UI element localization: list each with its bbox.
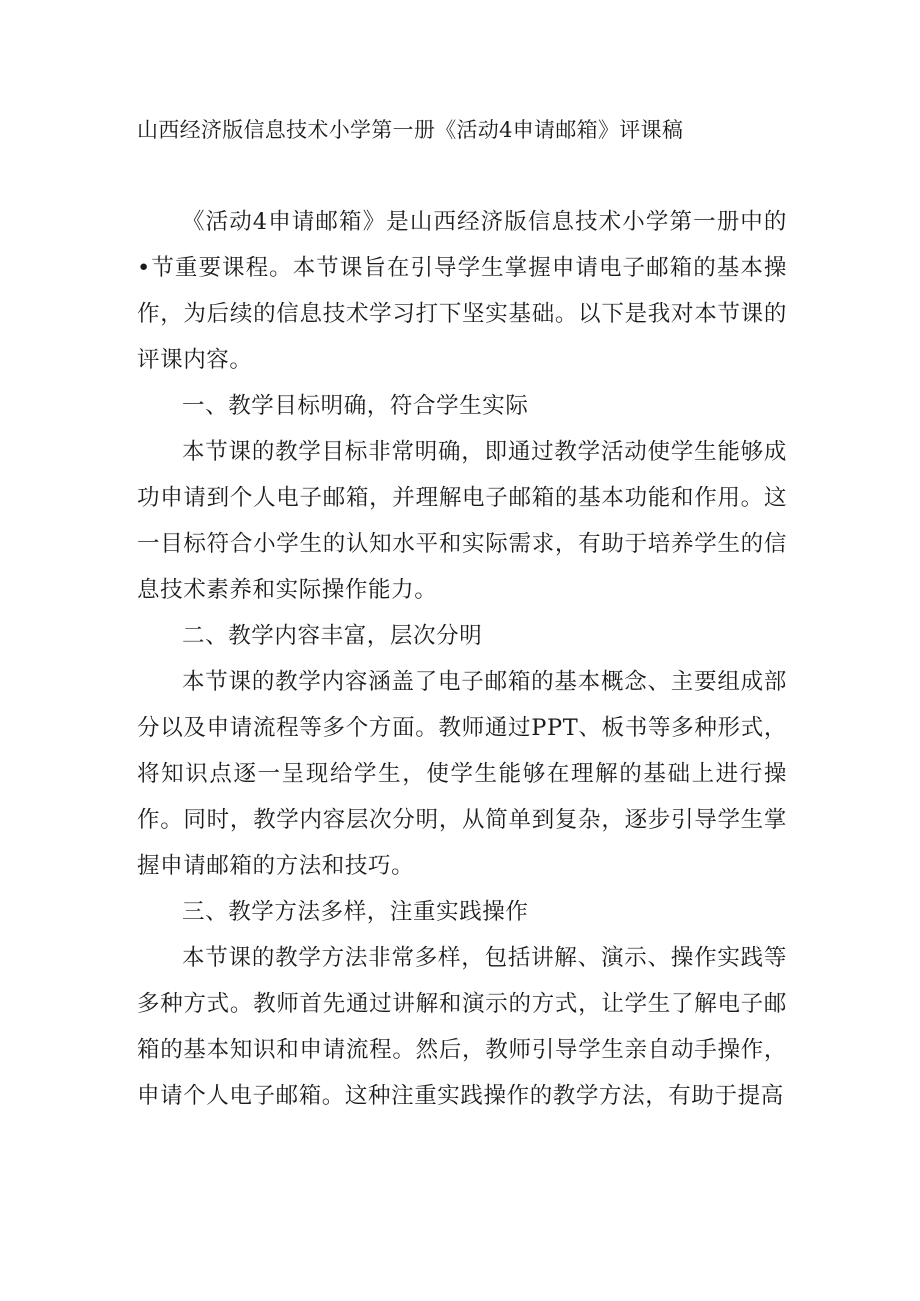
document-title: 山西经济版信息技术小学第一册《活动4申请邮箱》评课稿 <box>137 118 684 142</box>
document-body <box>137 199 787 1119</box>
section-heading-3: 三、教学方法多样，注重实践操作 <box>182 899 529 925</box>
intro-paragraph: 《活动4申请邮箱》是山西经济版信息技术小学第一册中的•节重要课程。本节课旨在引导学生掌握申请电子邮箱的基本操作，为后续的信息技术学习打下坚实基础。以下是我对本节课的评课内容。 <box>137 209 787 373</box>
section-heading-1: 一、教学目标明确，符合学生实际 <box>182 393 529 419</box>
section-heading-2: 二、教学内容丰富，层次分明 <box>182 623 483 649</box>
section-1-paragraph: 本节课的教学目标非常明确，即通过教学活动使学生能够成功申请到个人电子邮箱，并理解电子邮箱的基本功能和作用。这一目标符合小学生的认知水平和实际需求，有助于培养学生的信息技术素养和实际操作能力。 <box>137 439 787 603</box>
section-3-paragraph: 本节课的教学方法非常多样，包括讲解、演示、操作实践等多种方式。教师首先通过讲解和演示的方式，让学生了解电子邮箱的基本知识和申请流程。然后，教师引导学生亲自动手操作，申请个人电子邮箱。这种注重实践操作的教学方法，有助于提高 <box>137 945 787 1109</box>
section-2-paragraph: 本节课的教学内容涵盖了电子邮箱的基本概念、主要组成部分以及申请流程等多个方面。教师通过PPT、板书等多种形式，将知识点逐一呈现给学生，使学生能够在理解的基础上进行操作。同时，教学内容层次分明，从简单到复杂，逐步引导学生掌握申请邮箱的方法和技巧。 <box>137 669 787 879</box>
